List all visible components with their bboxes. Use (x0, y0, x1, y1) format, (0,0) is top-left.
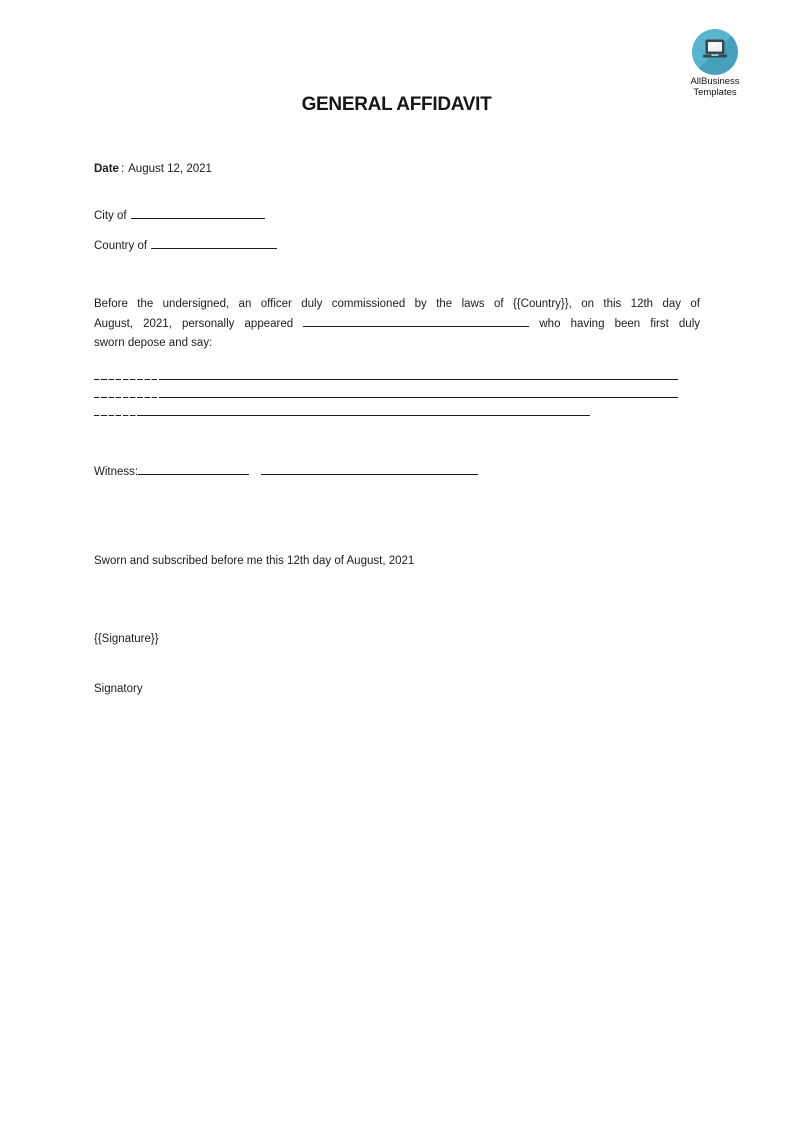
date-label: Date (94, 163, 119, 175)
city-blank-field (131, 205, 265, 219)
paragraph-line-3: sworn depose and say: (94, 337, 213, 349)
brand-name-line2: Templates (693, 86, 737, 98)
statement-line-2 (94, 396, 678, 398)
statement-line-3-dashes (94, 415, 140, 416)
statement-line-3 (94, 414, 590, 416)
country-label: Country of (94, 240, 148, 252)
appeared-name-blank-field (303, 314, 529, 327)
paragraph-line2-after: who having been first duly (539, 318, 701, 330)
sworn-line: Sworn and subscribed before me this 12th day of August, 2021 (94, 555, 415, 567)
statement-line-1-dashes (94, 379, 160, 380)
date-line (94, 160, 212, 179)
brand-logo (674, 29, 756, 98)
paragraph-line2-before: August, 2021, personally appeared (94, 318, 294, 330)
affidavit-paragraph (94, 295, 700, 353)
country-line (94, 235, 277, 256)
signature-placeholder: {{Signature}} (94, 633, 159, 645)
signatory-label: Signatory (94, 683, 143, 695)
witness-blank-field-2 (261, 461, 478, 475)
laptop-icon (674, 29, 756, 75)
statement-line-3-rule (140, 415, 590, 416)
city-line (94, 205, 265, 226)
page-title: GENERAL AFFIDAVIT (301, 94, 492, 115)
date-separator: : (120, 163, 125, 175)
paragraph-line-2 (94, 314, 700, 334)
city-label: City of (94, 210, 127, 222)
country-blank-field (151, 235, 277, 249)
witness-blank-field-1 (138, 461, 249, 475)
statement-line-2-dashes (94, 397, 160, 398)
date-value: August 12, 2021 (128, 163, 212, 175)
paragraph-line-1: Before the undersigned, an officer duly commissioned by the laws of {{Country}}, on this 12th day of (94, 298, 700, 310)
statement-line-1-rule (160, 379, 678, 380)
witness-label: Witness: (94, 466, 139, 478)
brand-name-line1: AllBusiness (690, 76, 740, 87)
statement-line-2-rule (160, 397, 678, 398)
statement-line-1 (94, 378, 678, 380)
witness-line (94, 461, 478, 482)
